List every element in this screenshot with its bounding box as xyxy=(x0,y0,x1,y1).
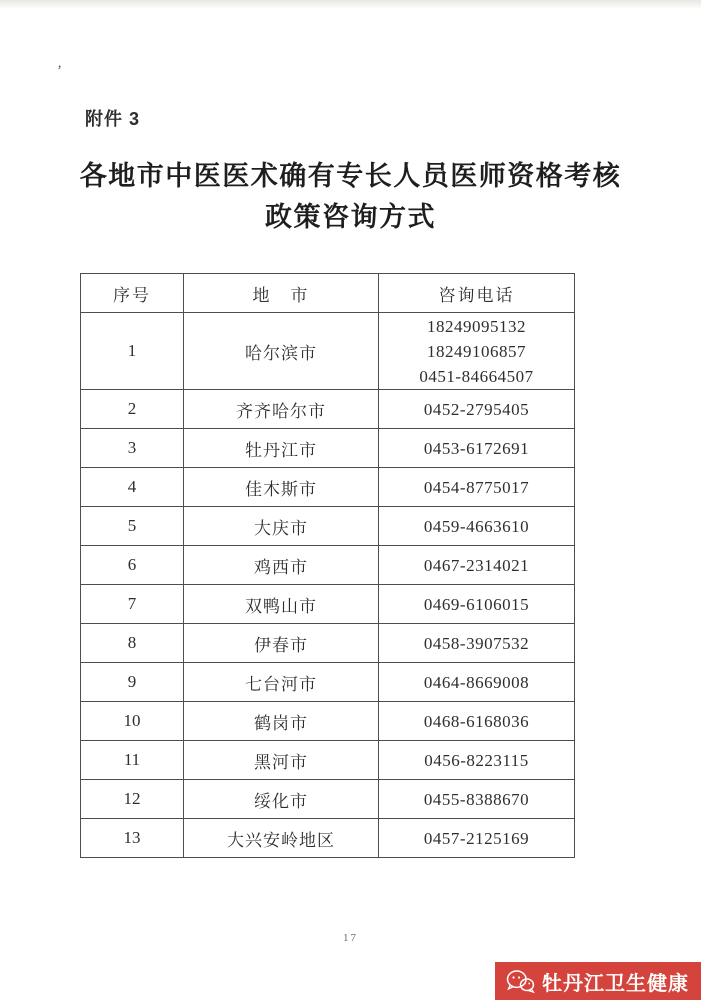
scan-top-shade xyxy=(0,0,701,9)
table-row xyxy=(81,507,575,546)
table-row xyxy=(81,741,575,780)
row-number-cell: 11 xyxy=(81,741,184,780)
phone-number: 0456-8223115 xyxy=(424,750,529,770)
scan-artifact: ’ xyxy=(57,63,62,79)
header-city: 地 市 xyxy=(184,274,379,313)
attachment-label: 附件 3 xyxy=(85,109,141,129)
phone-number: 0458-3907532 xyxy=(423,633,530,653)
city-cell: 鸡西市 xyxy=(184,546,379,585)
table-row xyxy=(81,702,575,741)
phone-cell xyxy=(379,819,575,858)
row-number-cell: 4 xyxy=(81,468,184,507)
row-number-cell: 8 xyxy=(81,624,184,663)
city-cell: 牡丹江市 xyxy=(184,429,379,468)
row-number-cell: 1 xyxy=(81,313,184,390)
phone-cell xyxy=(379,624,575,663)
row-number-cell: 6 xyxy=(81,546,184,585)
phone-number: 0467-2314021 xyxy=(423,555,530,575)
wechat-bubbles-icon xyxy=(505,969,535,994)
phone-cell xyxy=(379,546,575,585)
phone-cell xyxy=(379,390,575,429)
table-header-row xyxy=(81,274,575,313)
table-row xyxy=(81,468,575,507)
city-cell: 伊春市 xyxy=(184,624,379,663)
phone-cell xyxy=(379,702,575,741)
row-number-cell: 2 xyxy=(81,390,184,429)
table-row xyxy=(81,313,575,390)
phone-number: 0464-8669008 xyxy=(423,672,530,692)
phone-number: 18249095132 xyxy=(427,316,526,336)
table-row xyxy=(81,780,575,819)
page-number: 17 xyxy=(343,932,358,944)
row-number-cell: 13 xyxy=(81,819,184,858)
phone-cell xyxy=(379,663,575,702)
phone-number: 0468-6168036 xyxy=(423,711,530,731)
table-row xyxy=(81,663,575,702)
city-cell: 双鸭山市 xyxy=(184,585,379,624)
phone-number: 0459-4663610 xyxy=(423,516,530,536)
row-number-cell: 12 xyxy=(81,780,184,819)
contact-table xyxy=(80,273,575,858)
phone-number: 18249106857 xyxy=(427,341,526,361)
phone-cell xyxy=(379,507,575,546)
footer-watermark xyxy=(495,962,701,1000)
phone-number: 0454-8775017 xyxy=(423,477,530,497)
city-cell: 七台河市 xyxy=(184,663,379,702)
header-serial-number: 序号 xyxy=(81,274,184,313)
phone-cell xyxy=(379,780,575,819)
city-cell: 大兴安岭地区 xyxy=(184,819,379,858)
city-cell: 齐齐哈尔市 xyxy=(184,390,379,429)
phone-cell xyxy=(379,429,575,468)
row-number-cell: 9 xyxy=(81,663,184,702)
city-cell: 绥化市 xyxy=(184,780,379,819)
table-row xyxy=(81,819,575,858)
phone-number: 0452-2795405 xyxy=(423,399,530,419)
phone-number: 0451-84664507 xyxy=(419,366,534,386)
phone-number: 0457-2125169 xyxy=(423,828,530,848)
table-row xyxy=(81,624,575,663)
phone-cell xyxy=(379,741,575,780)
footer-brand-text: 牡丹江卫生健康 xyxy=(542,972,689,995)
header-phone: 咨询电话 xyxy=(379,274,575,313)
phone-number: 0469-6106015 xyxy=(423,594,530,614)
city-cell: 大庆市 xyxy=(184,507,379,546)
row-number-cell: 5 xyxy=(81,507,184,546)
document-title-line2: 政策咨询方式 xyxy=(265,202,436,232)
city-cell: 佳木斯市 xyxy=(184,468,379,507)
city-cell: 哈尔滨市 xyxy=(184,313,379,390)
city-cell: 黑河市 xyxy=(184,741,379,780)
phone-number: 0453-6172691 xyxy=(423,438,530,458)
table-row xyxy=(81,429,575,468)
phone-cell xyxy=(379,585,575,624)
table-row xyxy=(81,390,575,429)
phone-cell xyxy=(379,313,575,390)
city-cell: 鹤岗市 xyxy=(184,702,379,741)
row-number-cell: 10 xyxy=(81,702,184,741)
table-row xyxy=(81,585,575,624)
row-number-cell: 7 xyxy=(81,585,184,624)
row-number-cell: 3 xyxy=(81,429,184,468)
phone-number: 0455-8388670 xyxy=(423,789,530,809)
phone-cell xyxy=(379,468,575,507)
document-title xyxy=(0,156,701,238)
table-row xyxy=(81,546,575,585)
document-title-line1: 各地市中医医术确有专长人员医师资格考核 xyxy=(79,161,622,191)
